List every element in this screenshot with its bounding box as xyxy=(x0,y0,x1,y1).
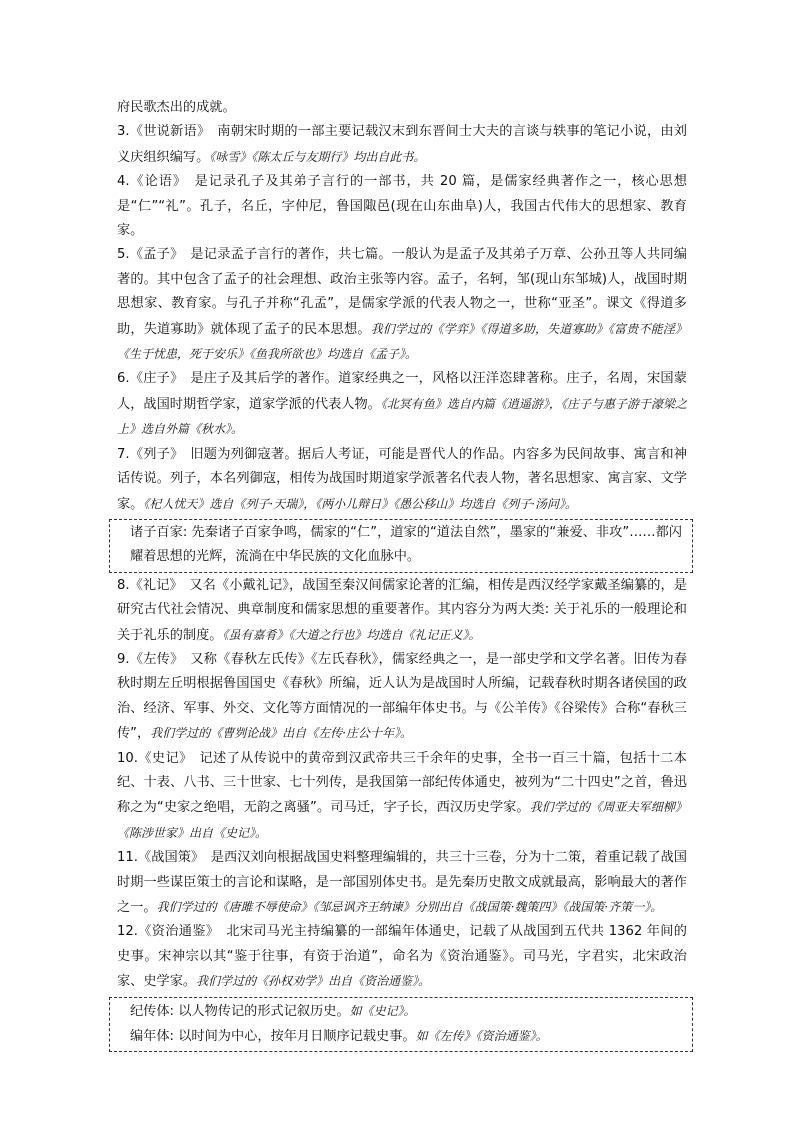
entry-shishuoxinyu: 3.《世说新语》 南朝宋时期的一部主要记载汉末到东晋间士大夫的言谈与轶事的笔记小说，由刘义庆组织编写。《咏雪》《陈太丘与友期行》均出自此书。 xyxy=(117,124,687,165)
paragraph-continued: 府民歌杰出的成就。 xyxy=(117,100,236,115)
entry-zuozhuan: 9.《左传》 又称《春秋左氏传》《左氏春秋》，儒家经典之一，是一部史学和文学名著。旧传为春秋时期左丘明根据鲁国国史《春秋》所编，近人认为是战国时人所编，记载春秋时期各诸侯国的政治、经济、军事、外交、文化等方面情况的一部编年体史书。与《公羊传》《谷梁传》合称“春秋三传”，我们学过的《曹刿论战》出自《左传·庄公十年》。 xyxy=(117,651,687,742)
note-jizhuanti: 纪传体: 以人物传记的形式记叙历史。如《史记》。 xyxy=(130,1003,416,1019)
entry-liji: 8.《礼记》 又名《小戴礼记》，战国至秦汉间儒家论著的汇编，相传是西汉经学家戴圣编纂的，是研究古代社会情况、典章制度和儒家思想的重要著作。其内容分为两大类: 关于礼乐的一般理论和关于礼乐的制度。《虽有嘉肴》《大道之行也》均选自《礼记正义》。 xyxy=(117,577,687,643)
entry-zizhitongjian: 12.《资治通鉴》 北宋司马光主持编纂的一部编年体通史，记载了从战国到五代共 1362 年间的史事。宋神宗以其“鉴于往事，有资于治道”，命名为《资治通鉴》。司马光，字君实，北宋政治家、史学家。我们学过的《孙权劝学》出自《资治通鉴》。 xyxy=(117,924,687,990)
entry-lunyu: 4.《论语》 是记录孔子及其弟子言行的一部书，共 20 篇，是儒家经典著作之一，核心思想是“仁”“礼”。孔子，名丘，字仲尼，鲁国陬邑(现在山东曲阜)人，我国古代伟大的思想家、教育家。 xyxy=(117,174,687,239)
note-zhuzibaijia: 诸子百家: 先秦诸子百家争鸣，儒家的“仁”，道家的“道法自然”，墨家的“兼爱、非攻”……都闪耀着思想的光辉，流淌在中华民族的文化血脉中。 xyxy=(130,524,682,565)
entry-zhuangzi: 6.《庄子》 是庄子及其后学的著作。道家经典之一，风格以汪洋恣肆著称。庄子，名周，宋国蒙人，战国时期哲学家，道家学派的代表人物。《北冥有鱼》选自内篇《逍遥游》，《庄子与惠子游于濠梁之上》选自外篇《秋水》。 xyxy=(117,371,687,437)
entry-mengzi: 5.《孟子》 是记录孟子言行的著作，共七篇。一般认为是孟子及其弟子万章、公孙丑等人共同编著的。其中包含了孟子的社会理想、政治主张等内容。孟子，名轲，邹(现山东邹城)人，战国时期思想家、教育家。与孔子并称“孔孟”，是儒家学派的代表人物之一，世称“亚圣”。课文《得道多助，失道寡助》就体现了孟子的民本思想。我们学过的《学弈》《得道多助，失道寡助》《富贵不能淫》《生于忧患，死于安乐》《鱼我所欲也》均选自《孟子》。 xyxy=(117,247,687,362)
note-biannianti: 编年体: 以时间为中心，按年月日顺序记载史事。如《左传》《资治通鉴》。 xyxy=(130,1029,548,1045)
entry-shiji: 10.《史记》 记述了从传说中的黄帝到汉武帝共三千余年的史事，全书一百三十篇，包括十二本纪、十表、八书、三十世家、七十列传，是我国第一部纪传体通史，被列为“二十四史”之首，鲁迅称之为“史家之绝唱，无韵之离骚”。司马迁，字子长，西汉历史学家。我们学过的《周亚夫军细柳》《陈涉世家》出自《史记》。 xyxy=(117,750,687,840)
note-box-history-styles xyxy=(109,997,693,1053)
note-box-zhuzibaijia xyxy=(109,519,693,573)
entry-liezi: 7.《列子》 旧题为列御寇著。据后人考证，可能是晋代人的作品。内容多为民间故事、寓言和神话传说。列子，本名列御寇，相传为战国时期道家学派著名代表人物，著名思想家、寓言家、文学家。《杞人忧天》选自《列子·天瑞》，《两小儿辩日》《愚公移山》均选自《列子·汤问》。 xyxy=(117,446,687,512)
content-column xyxy=(117,96,687,1053)
entry-zhanguoce: 11.《战国策》 是西汉刘向根据战国史料整理编辑的，共三十三卷，分为十二策，着重记载了战国时期一些谋臣策士的言论和谋略，是一部国别体史书。是先秦历史散文成就最高，影响最大的著作之一。我们学过的《唐雎不辱使命》《邹忌讽齐王纳谏》分别出自《战国策·魏策四》《战国策·齐策一》。 xyxy=(117,850,687,915)
